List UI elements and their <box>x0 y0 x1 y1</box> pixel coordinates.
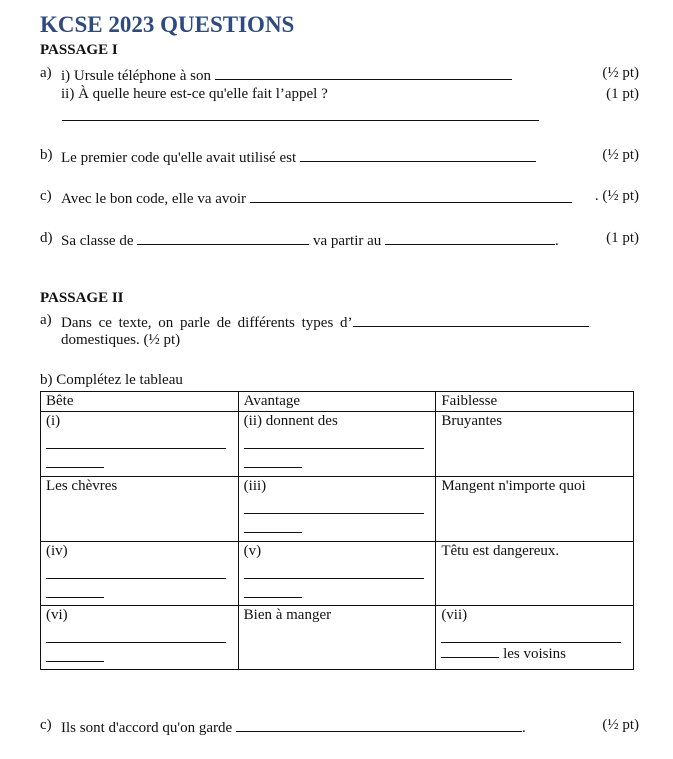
question-1d-marks: (1 pt) <box>606 230 639 246</box>
question-2c-marks: (½ pt) <box>602 717 639 733</box>
answer-blank[interactable] <box>46 560 226 579</box>
question-2a-text: Dans ce texte, on parle de différents types d’ <box>61 315 353 331</box>
question-1a-ii: ii) À quelle heure est-ce qu'elle fait l’appel ? <box>61 86 328 102</box>
table-row <box>41 477 634 542</box>
answer-blank[interactable] <box>244 560 424 579</box>
answer-blank[interactable] <box>137 230 309 245</box>
table-header-bete: Bête <box>41 392 239 412</box>
question-1a-i-marks: (½ pt) <box>602 65 639 81</box>
question-1a-i-text: i) Ursule téléphone à son <box>61 68 211 84</box>
table-cell: Mangent n'importe quoi <box>436 477 634 542</box>
answer-blank[interactable] <box>441 624 621 643</box>
table-cell: Têtu est dangereux. <box>436 542 634 606</box>
animals-table <box>40 391 634 670</box>
cell-label: (vii) <box>441 607 468 623</box>
table-cell[interactable] <box>238 412 436 477</box>
question-1a-label: a) <box>40 65 52 81</box>
answer-blank[interactable] <box>62 106 539 121</box>
question-2b <box>40 372 183 389</box>
table-cell[interactable] <box>238 477 436 542</box>
question-1d-text-1: Sa classe de <box>61 233 134 249</box>
question-1b-text: Le premier code qu'elle avait utilisé est <box>61 150 297 166</box>
question-1c <box>61 188 572 208</box>
answer-blank[interactable] <box>46 430 226 449</box>
answer-blank[interactable] <box>46 579 104 598</box>
question-1b <box>61 147 536 167</box>
question-2c-label: c) <box>40 717 52 733</box>
table-row <box>41 606 634 670</box>
cell-label: (iv) <box>46 543 68 559</box>
answer-blank[interactable] <box>300 147 536 162</box>
answer-blank[interactable] <box>46 449 104 468</box>
table-cell[interactable] <box>41 412 239 477</box>
question-2b-text: Complétez le tableau <box>56 372 183 388</box>
page-title: KCSE 2023 QUESTIONS <box>40 12 295 37</box>
question-1d <box>61 230 559 250</box>
answer-blank[interactable] <box>215 65 512 80</box>
table-cell[interactable] <box>436 606 634 670</box>
question-1b-label: b) <box>40 147 53 163</box>
answer-blank[interactable] <box>244 430 424 449</box>
question-1b-marks: (½ pt) <box>602 147 639 163</box>
answer-blank[interactable] <box>441 643 499 658</box>
answer-blank[interactable] <box>244 579 302 598</box>
table-cell: Bruyantes <box>436 412 634 477</box>
table-cell[interactable] <box>41 606 239 670</box>
table-cell[interactable] <box>41 542 239 606</box>
question-1d-text-2: va partir au <box>312 233 382 249</box>
table-cell[interactable] <box>238 542 436 606</box>
cell-label: (i) <box>46 413 61 429</box>
table-header-avantage: Avantage <box>238 392 436 412</box>
answer-blank[interactable] <box>353 312 589 327</box>
table-row <box>41 542 634 606</box>
answer-blank[interactable] <box>236 717 522 732</box>
table-cell: Bien à manger <box>238 606 436 670</box>
table-header-faiblesse: Faiblesse <box>436 392 634 412</box>
question-1c-label: c) <box>40 188 52 204</box>
answer-blank[interactable] <box>46 624 226 643</box>
answer-blank[interactable] <box>244 495 424 514</box>
question-1d-label: d) <box>40 230 53 246</box>
answer-blank[interactable] <box>46 643 104 662</box>
answer-blank[interactable] <box>385 230 555 245</box>
question-2a <box>61 312 589 332</box>
answer-blank[interactable] <box>244 449 302 468</box>
question-2c-text: Ils sont d'accord qu'on garde <box>61 720 233 736</box>
cell-label: (vi) <box>46 607 68 623</box>
cell-label: (ii) donnent des <box>243 413 338 429</box>
answer-blank[interactable] <box>244 514 302 533</box>
question-1c-text: Avec le bon code, elle va avoir <box>61 191 247 207</box>
question-1a-i <box>61 65 512 85</box>
table-row <box>41 412 634 477</box>
table-cell: Les chèvres <box>41 477 239 542</box>
question-2b-label: b) <box>40 372 53 388</box>
question-1c-marks: . (½ pt) <box>594 188 639 204</box>
question-2a-text-2: domestiques. (½ pt) <box>61 332 181 348</box>
question-2c <box>61 717 526 737</box>
cell-label: (iii) <box>243 478 267 494</box>
question-1d-end: . <box>555 233 559 249</box>
passage-2-heading: PASSAGE II <box>40 290 124 306</box>
table-header-row <box>41 392 634 412</box>
cell-label: (v) <box>243 543 262 559</box>
cell-suffix-line <box>441 643 628 663</box>
passage-1-heading: PASSAGE I <box>40 42 118 58</box>
question-2c-end: . <box>521 720 526 736</box>
question-2a-label: a) <box>40 312 52 328</box>
question-1a-ii-marks: (1 pt) <box>606 86 639 102</box>
answer-blank[interactable] <box>250 188 572 203</box>
cell-suffix: les voisins <box>503 646 566 662</box>
